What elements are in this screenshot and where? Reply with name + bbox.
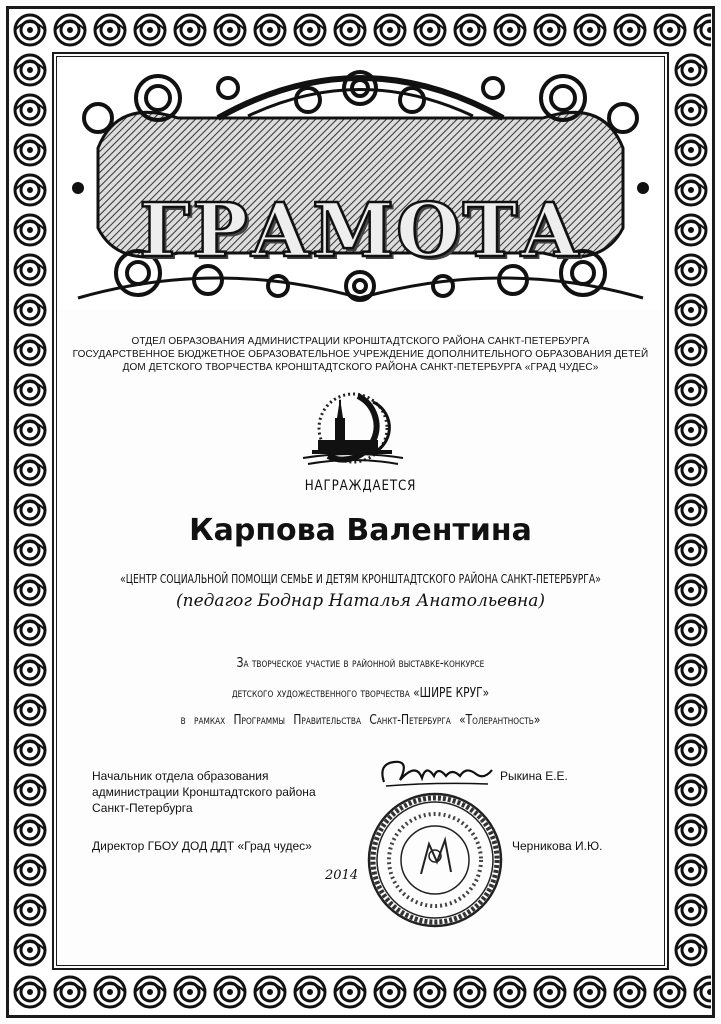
- peter-and-paul-fortress-logo-icon: [298, 390, 408, 475]
- organization-block: [60, 335, 661, 374]
- awarded-label: НАГРАЖДАЕТСЯ: [304, 478, 417, 494]
- recipient-name: Карпова Валентина: [189, 513, 532, 548]
- reason-line-3: в рамках Программы Правительства Санкт-Петербурга «Толерантность»: [180, 713, 541, 728]
- round-stamp-icon: [365, 790, 505, 935]
- reason-line-2: детского художественного творчества «ШИРЕ КРУГ»: [231, 686, 490, 701]
- official-title-line-3: Санкт-Петербурга: [92, 801, 193, 815]
- org-line-3: ДОМ ДЕТСКОГО ТВОРЧЕСТВА КРОНШТАДТСКОГО РАЙОНА САНКТ-ПЕТЕРБУРГА «ГРАД ЧУДЕС»: [122, 362, 599, 373]
- teacher-name: (педагог Боднар Наталья Анатольевна): [175, 591, 545, 611]
- official-title: [92, 768, 316, 816]
- org-line-1: ОТДЕЛ ОБРАЗОВАНИЯ АДМИНИСТРАЦИИ КРОНШТАДТСКОГО РАЙОНА САНКТ-ПЕТЕРБУРГА: [131, 336, 590, 347]
- certificate-year: 2014: [325, 868, 359, 883]
- header-ornament-panel: [58, 58, 663, 310]
- director-name: Черникова И.Ю.: [512, 839, 603, 853]
- institution-name: «ЦЕНТР СОЦИАЛЬНОЙ ПОМОЩИ СЕМЬЕ И ДЕТЯМ КРОНШТАДТСКОГО РАЙОНА САНКТ-ПЕТЕРБУРГА»: [120, 571, 601, 586]
- official-title-line-2: администрации Кронштадтского района: [92, 785, 316, 799]
- certificate-title: ГРАМОТА: [139, 188, 582, 274]
- official-name: Рыкина Е.Е.: [500, 769, 568, 783]
- official-title-line-1: Начальник отдела образования: [92, 769, 269, 783]
- reason-line-1: За творческое участие в районной выставке-конкурсе: [236, 656, 485, 671]
- director-title: Директор ГБОУ ДОД ДДТ «Град чудес»: [92, 839, 312, 853]
- org-line-2: ГОСУДАРСТВЕННОЕ БЮДЖЕТНОЕ ОБРАЗОВАТЕЛЬНОЕ УЧРЕЖДЕНИЕ ДОПОЛНИТЕЛЬНОГО ОБРАЗОВАНИЯ ДЕТЕЙ: [72, 349, 649, 360]
